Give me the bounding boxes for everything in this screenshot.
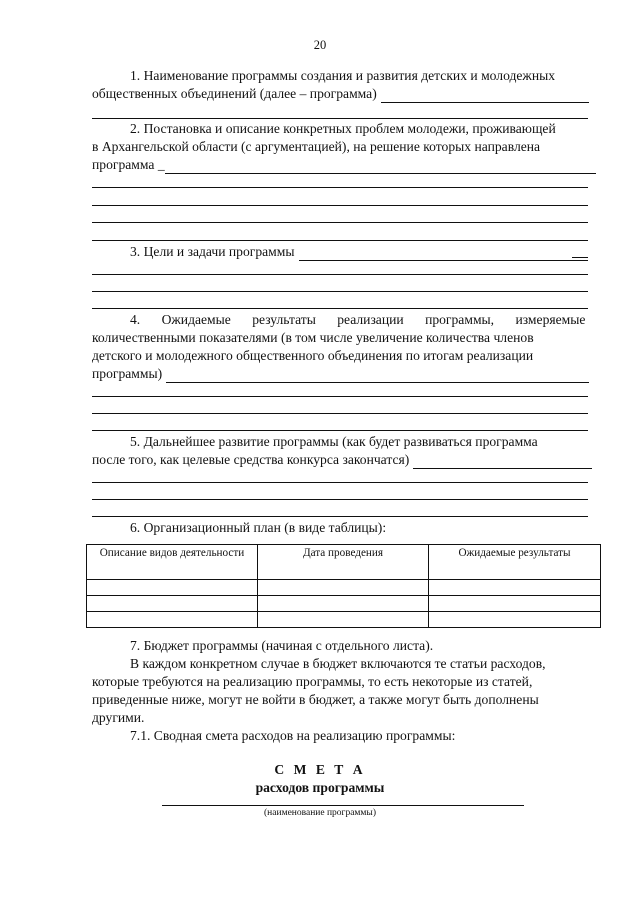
section-7-line-6	[92, 727, 597, 745]
section-1-line-2	[92, 85, 589, 103]
column-header-results: Ожидаемые результаты	[429, 545, 601, 580]
table-cell[interactable]	[87, 596, 258, 612]
section-4-text-2: количественными показателями (в том числе увеличение количества членов	[92, 330, 534, 345]
section-4-line-3	[92, 347, 597, 365]
column-header-activities: Описание видов деятельности	[87, 545, 258, 580]
section-7-line-2	[92, 655, 597, 673]
table-row	[87, 612, 601, 628]
answer-line[interactable]	[92, 118, 588, 119]
table-cell[interactable]	[258, 596, 429, 612]
table-row	[87, 596, 601, 612]
section-7-line-4	[92, 691, 597, 709]
table-row	[87, 580, 601, 596]
section-3-line-1	[92, 243, 588, 261]
table-cell[interactable]	[87, 580, 258, 596]
section-2-text-2: в Архангельской области (с аргументацией), на решение которых направлена	[92, 139, 541, 154]
program-name-hint: (наименование программы)	[264, 808, 376, 818]
section-6-line-1	[92, 519, 597, 537]
section-6-text-1: 6. Организационный план (в виде таблицы):	[130, 520, 387, 535]
table-cell[interactable]	[429, 580, 601, 596]
section-5-text-1: 5. Дальнейшее развитие программы (как будет развиваться программа	[130, 434, 538, 449]
section-2-line-1	[92, 120, 597, 138]
table-cell[interactable]	[258, 580, 429, 596]
section-4-line-4	[92, 365, 589, 383]
section-3-text-1: 3. Цели и задачи программы	[130, 244, 295, 259]
answer-line[interactable]	[166, 369, 589, 383]
answer-line[interactable]	[92, 499, 588, 500]
organizational-plan-table	[86, 544, 601, 628]
section-2-text-1: 2. Постановка и описание конкретных проблем молодежи, проживающей	[130, 121, 556, 136]
section-4-text-3: детского и молодежного общественного объединения по итогам реализации	[92, 348, 534, 363]
answer-line[interactable]	[92, 516, 588, 517]
section-1-line-1	[92, 67, 597, 85]
table-cell[interactable]	[258, 612, 429, 628]
section-4-line-1	[92, 311, 597, 329]
section-1-text-1: 1. Наименование программы создания и развития детских и молодежных	[130, 68, 556, 83]
answer-line[interactable]	[92, 482, 588, 483]
section-5-text-2: после того, как целевые средства конкурса закончатся)	[92, 452, 410, 467]
answer-line[interactable]	[92, 430, 588, 431]
answer-line[interactable]	[92, 291, 588, 292]
answer-line[interactable]	[413, 455, 592, 469]
page-number: 20	[313, 38, 327, 52]
table-cell[interactable]	[429, 612, 601, 628]
answer-line[interactable]	[92, 222, 588, 223]
section-4-text-1: 4. Ожидаемые результаты реализации программы, измеряемые	[130, 312, 586, 327]
answer-line[interactable]	[92, 274, 588, 275]
table-cell[interactable]	[429, 596, 601, 612]
answer-line[interactable]	[165, 160, 596, 174]
answer-line[interactable]	[92, 413, 588, 414]
answer-line-tail	[572, 257, 588, 258]
section-2-line-3	[92, 156, 596, 174]
smeta-title: С М Е Т А	[274, 762, 366, 777]
answer-line[interactable]	[92, 308, 588, 309]
section-4-line-2	[92, 329, 597, 347]
section-5-line-1	[92, 433, 597, 451]
section-1-text-2: общественных объединений (далее – программа)	[92, 86, 377, 101]
section-7-text-1: 7. Бюджет программы (начиная с отдельного листа).	[130, 638, 434, 653]
smeta-subtitle: расходов программы	[255, 780, 385, 795]
section-7-text-2: В каждом конкретном случае в бюджет включаются те статьи расходов,	[130, 656, 546, 671]
answer-line[interactable]	[381, 89, 589, 103]
section-7-text-5: другими.	[92, 710, 145, 725]
section-2-line-2	[92, 138, 597, 156]
answer-line[interactable]	[92, 240, 588, 241]
answer-line[interactable]	[92, 187, 588, 188]
answer-line[interactable]	[92, 205, 588, 206]
section-7-line-3	[92, 673, 597, 691]
answer-line[interactable]	[299, 247, 588, 261]
table-header-row	[87, 545, 601, 580]
answer-line[interactable]	[92, 396, 588, 397]
section-7-text-4: приведенные ниже, могут не войти в бюджет, а также могут быть дополнены	[92, 692, 539, 707]
section-4-text-4: программы)	[92, 366, 163, 381]
column-header-date: Дата проведения	[258, 545, 429, 580]
section-7-text-6: 7.1. Сводная смета расходов на реализацию программы:	[130, 728, 456, 743]
table-cell[interactable]	[87, 612, 258, 628]
section-5-line-2	[92, 451, 592, 469]
section-7-line-1	[92, 637, 597, 655]
section-2-text-3: программа _	[92, 157, 165, 172]
program-name-line[interactable]	[162, 805, 524, 806]
section-7-line-5	[92, 709, 597, 727]
section-7-text-3: которые требуются на реализацию программы, то есть некоторые из статей,	[92, 674, 533, 689]
